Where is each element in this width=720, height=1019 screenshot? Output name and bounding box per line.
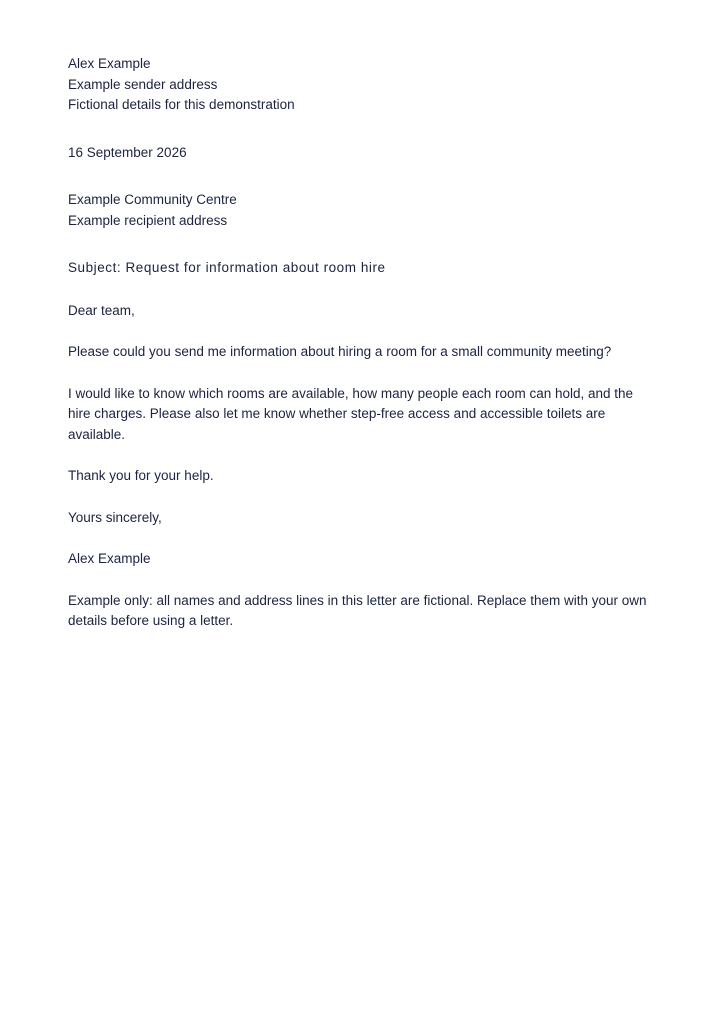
recipient-name: Example Community Centre bbox=[68, 192, 237, 207]
body-paragraph: I would like to know which rooms are available, how many people each room can hold, and the hire charges. Please also let me know whether step-free access and accessible toilets are available. bbox=[68, 385, 634, 442]
sender-address: Example sender address bbox=[68, 76, 218, 92]
subject-line: Subject: Request for information about room hire bbox=[68, 260, 386, 275]
body-paragraph: Thank you for your help. bbox=[68, 468, 214, 483]
letter-date: 16 September 2026 bbox=[68, 144, 187, 160]
sender-name: Alex Example bbox=[68, 56, 151, 71]
recipient-block bbox=[68, 190, 652, 231]
signature: Alex Example bbox=[68, 551, 151, 566]
sender-block bbox=[68, 54, 652, 116]
salutation: Dear team, bbox=[68, 302, 135, 318]
salutation-block bbox=[68, 301, 652, 322]
sender-note: Fictional details for this demonstration bbox=[68, 97, 295, 112]
closing: Yours sincerely, bbox=[68, 509, 162, 525]
body-paragraph: Please could you send me information about hiring a room for a small community meeting? bbox=[68, 344, 612, 359]
date-block bbox=[68, 143, 652, 164]
subject-block bbox=[68, 258, 652, 279]
footnote: Example only: all names and address lines in this letter are fictional. Replace them with your own details before using a letter. bbox=[68, 592, 647, 628]
recipient-address: Example recipient address bbox=[68, 212, 228, 228]
